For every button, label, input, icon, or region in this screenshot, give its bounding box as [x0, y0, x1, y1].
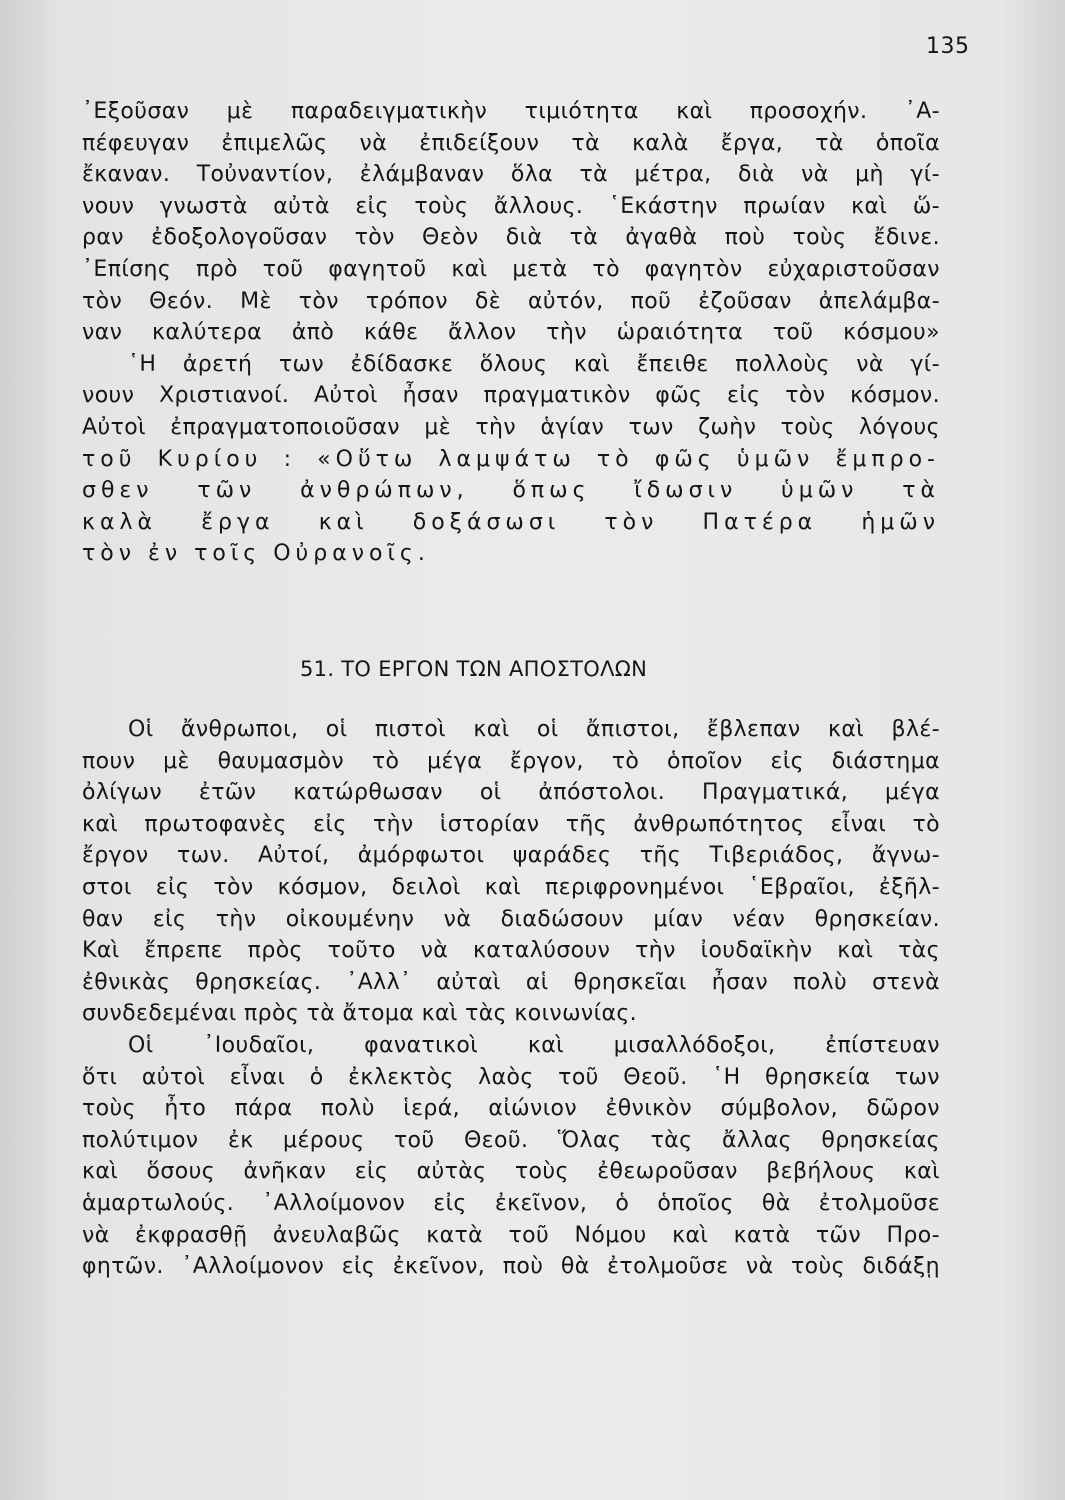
text-line: ναν καλύτερα ἀπὸ κάθε ἄλλον τὴν ὡραιότητα τοῦ κόσμου» [82, 320, 940, 346]
text-line: φητῶν. ᾿Αλλοίμονον εἰς ἐκεῖνον, ποὺ θὰ ἐτολμοῦσε νὰ τοὺς διδάξῃ [82, 1254, 940, 1280]
text-line: συνδεδεμέναι πρὸς τὰ ἄτομα καὶ τὰς κοινωνίας. [82, 1001, 638, 1027]
text-line: ᾿Εξοῦσαν μὲ παραδειγματικὴν τιμιότητα καὶ προσοχήν. ᾿Α- [82, 99, 940, 124]
text-line: ραν ἐδοξολογοῦσαν τὸν Θεὸν διὰ τὰ ἀγαθὰ ποὺ τοὺς ἔδινε. [82, 225, 940, 251]
text-line: ἔργον των. Αὐτοί, ἀμόρφωτοι ψαράδες τῆς Τιβεριάδος, ἄγνω- [82, 843, 940, 869]
text-line: τὸν Θεόν. Μὲ τὸν τρόπον δὲ αὐτόν, ποῦ ἐζοῦσαν ἀπελάμβα- [82, 288, 940, 314]
page-number: 135 [926, 34, 970, 59]
text-line: ἔκαναν. Τοὐναντίον, ἐλάμβαναν ὅλα τὰ μέτρα, διὰ νὰ μὴ γί- [82, 162, 940, 188]
text-line: ὅτι αὐτοὶ εἶναι ὁ ἐκλεκτὸς λαὸς τοῦ Θεοῦ. ῾Η θρησκεία των [82, 1064, 940, 1090]
text-line: ἁμαρτωλούς. ᾿Αλλοίμονον εἰς ἐκεῖνον, ὁ ὁποῖος θὰ ἐτολμοῦσε [82, 1190, 940, 1216]
text-line: ᾿Επίσης πρὸ τοῦ φαγητοῦ καὶ μετὰ τὸ φαγητὸν εὐχαριστοῦσαν [82, 256, 940, 282]
text-line: Οἱ ἄνθρωποι, οἱ πιστοὶ καὶ οἱ ἄπιστοι, ἔβλεπαν καὶ βλέ- [128, 717, 940, 742]
text-line: νουν Χριστιανοί. Αὐτοὶ ἦσαν πραγματικὸν φῶς εἰς τὸν κόσμον. [82, 383, 940, 409]
text-line: ὀλίγων ἐτῶν κατώρθωσαν οἱ ἀπόστολοι. Πραγματικά, μέγα [82, 780, 940, 806]
text-line: καὶ ὅσους ἀνῆκαν εἰς αὐτὰς τοὺς ἐθεωροῦσαν βεβήλους καὶ [82, 1159, 940, 1185]
text-line: πέφευγαν ἐπιμελῶς νὰ ἐπιδείξουν τὰ καλὰ ἔργα, τὰ ὁποῖα [82, 130, 940, 156]
text-line: στοι εἰς τὸν κόσμον, δειλοὶ καὶ περιφρονημένοι ῾Εβραῖοι, ἐξῆλ- [82, 874, 940, 900]
text-line: σθεν τῶν ἀνθρώπων, ὅπως ἴδωσιν ὑμῶν τὰ [82, 478, 940, 504]
text-line: τοῦ Κυρίου : «Οὕτω λαμψάτω τὸ φῶς ὑμῶν ἔμπρο- [82, 446, 940, 472]
text-line: ἐθνικὰς θρησκείας. ᾿Αλλ᾿ αὐταὶ αἱ θρησκεῖαι ἦσαν πολὺ στενὰ [82, 969, 940, 995]
text-line: Αὐτοὶ ἐπραγματοποιοῦσαν μὲ τὴν ἁγίαν των ζωὴν τοὺς λόγους [82, 414, 940, 440]
text-line: νουν γνωστὰ αὐτὰ εἰς τοὺς ἄλλους. ῾Εκάστην πρωίαν καὶ ὥ- [82, 193, 940, 219]
text-line: πολύτιμον ἐκ μέρους τοῦ Θεοῦ. Ὅλας τὰς ἄλλας θρησκείας [82, 1127, 940, 1153]
text-line: νὰ ἐκφρασθῇ ἀνευλαβῶς κατὰ τοῦ Νόμου καὶ κατὰ τῶν Προ- [82, 1222, 940, 1248]
section-heading: 51. ΤΟ ΕΡΓΟΝ ΤΩΝ ΑΠΟΣΤΟΛΩΝ [300, 657, 648, 681]
text-line: καὶ πρωτοφανὲς εἰς τὴν ἱστορίαν τῆς ἀνθρωπότητος εἶναι τὸ [82, 811, 940, 837]
text-line: Οἱ ᾿Ιουδαῖοι, φανατικοὶ καὶ μισαλλόδοξοι, ἐπίστευαν [128, 1032, 940, 1058]
paragraph-block-2 [82, 714, 940, 1283]
text-line: τὸν ἐν τοῖς Οὐρανοῖς. [82, 541, 430, 567]
text-line: τοὺς ἦτο πάρα πολὺ ἱερά, αἰώνιον ἐθνικὸν σύμβολον, δῶρον [82, 1096, 940, 1122]
paragraph-block-1 [82, 96, 940, 570]
text-line: ῾Η ἀρετή των ἐδίδασκε ὅλους καὶ ἔπειθε πολλοὺς νὰ γί- [128, 351, 940, 377]
text-line: πουν μὲ θαυμασμὸν τὸ μέγα ἔργον, τὸ ὁποῖον εἰς διάστημα [82, 748, 940, 774]
text-line: καλὰ ἔργα καὶ δοξάσωσι τὸν Πατέρα ἡμῶν [82, 509, 940, 535]
text-line: Καὶ ἔπρεπε πρὸς τοῦτο νὰ καταλύσουν τὴν ἰουδαϊκὴν καὶ τὰς [82, 938, 940, 964]
text-line: θαν εἰς τὴν οἰκουμένην νὰ διαδώσουν μίαν νέαν θρησκείαν. [82, 906, 940, 932]
